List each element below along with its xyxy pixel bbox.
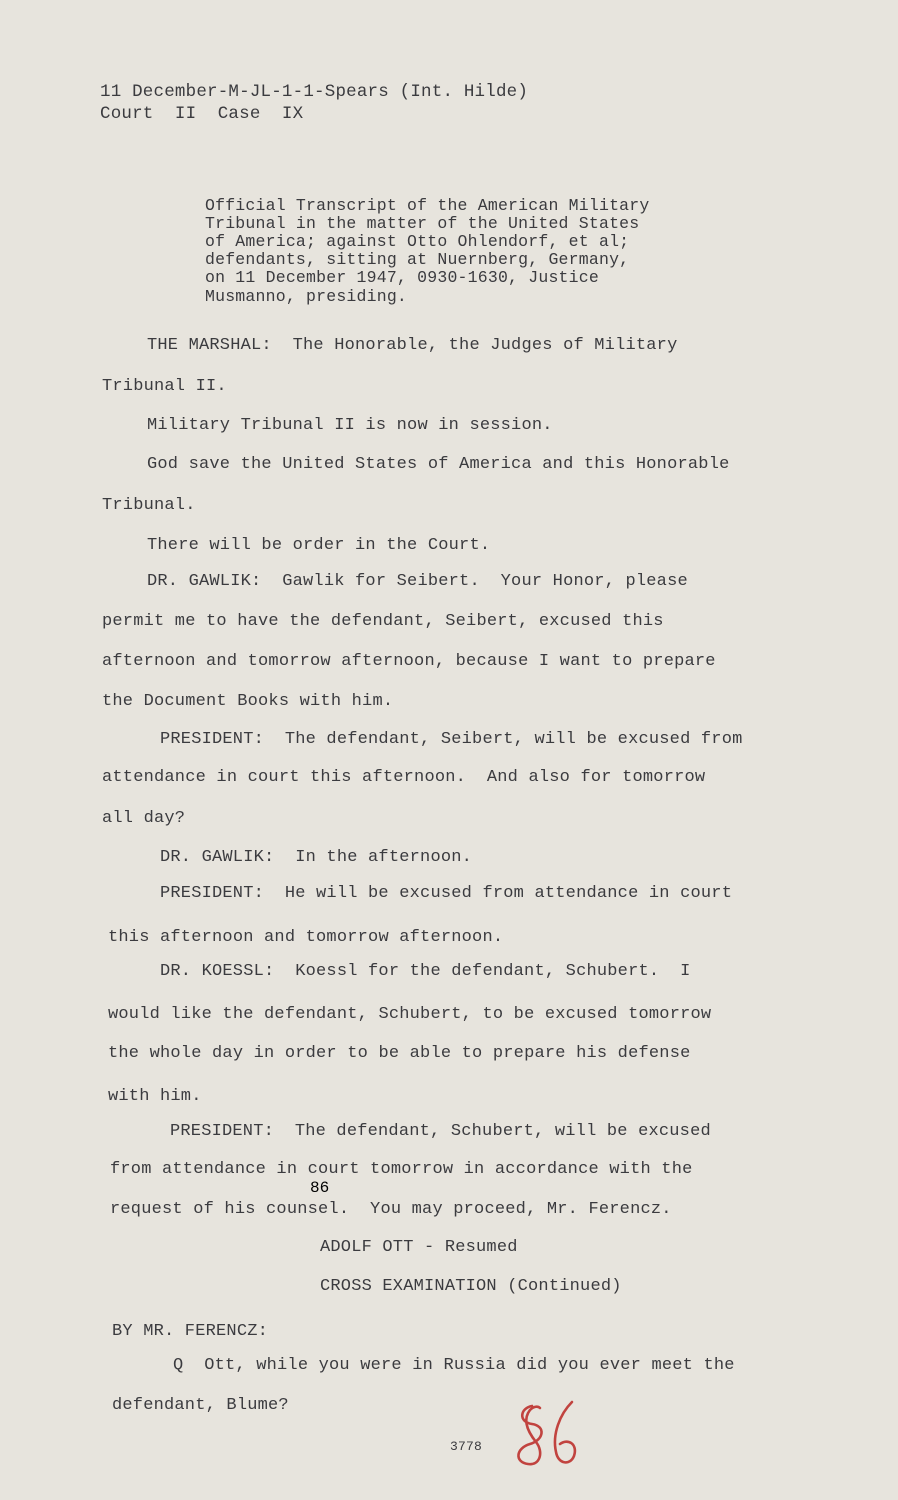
examination-heading: CROSS EXAMINATION (Continued) bbox=[320, 1277, 622, 1296]
body-line-4: God save the United States of America and this Honorable bbox=[147, 455, 730, 474]
body-line-14: DR. GAWLIK: In the afternoon. bbox=[160, 848, 473, 867]
body-line-13: all day? bbox=[102, 809, 186, 828]
caption-line-2: Tribunal in the matter of the United States bbox=[205, 214, 640, 233]
caption-line-6: Musmanno, presiding. bbox=[205, 287, 408, 306]
body-line-21: PRESIDENT: The defendant, Schubert, will be excused bbox=[170, 1122, 711, 1141]
handwritten-number-label: 86 bbox=[310, 1179, 330, 1197]
body-line-9: afternoon and tomorrow afternoon, because I want to prepare bbox=[102, 652, 716, 671]
body-line-18: would like the defendant, Schubert, to be excused tomorrow bbox=[108, 1005, 712, 1024]
caption-line-1: Official Transcript of the American Military bbox=[205, 196, 650, 215]
body-line-19: the whole day in order to be able to prepare his defense bbox=[108, 1044, 691, 1063]
question-line-1: Q Ott, while you were in Russia did you ever meet the bbox=[173, 1356, 735, 1375]
examiner-line: BY MR. FERENCZ: bbox=[112, 1322, 269, 1341]
body-line-20: with him. bbox=[108, 1087, 202, 1106]
header-line-2: Court II Case IX bbox=[100, 104, 304, 124]
body-line-23: request of his counsel. You may proceed, Mr. Ferencz. bbox=[110, 1200, 672, 1219]
body-line-8: permit me to have the defendant, Seibert, excused this bbox=[102, 612, 664, 631]
body-line-17: DR. KOESSL: Koessl for the defendant, Schubert. I bbox=[160, 962, 691, 981]
question-line-2: defendant, Blume? bbox=[112, 1396, 289, 1415]
body-line-2: Tribunal II. bbox=[102, 377, 227, 396]
body-line-22: from attendance in court tomorrow in accordance with the bbox=[110, 1160, 693, 1179]
caption-line-3: of America; against Otto Ohlendorf, et al; bbox=[205, 232, 630, 251]
body-line-1: THE MARSHAL: The Honorable, the Judges of Military bbox=[147, 336, 678, 355]
witness-heading: ADOLF OTT - Resumed bbox=[320, 1238, 518, 1257]
body-line-5: Tribunal. bbox=[102, 496, 196, 515]
caption-line-5: on 11 December 1947, 0930-1630, Justice bbox=[205, 268, 599, 287]
caption-line-4: defendants, sitting at Nuernberg, Germany, bbox=[205, 250, 630, 269]
page-number: 3778 bbox=[450, 1439, 483, 1454]
body-line-10: the Document Books with him. bbox=[102, 692, 394, 711]
body-line-7: DR. GAWLIK: Gawlik for Seibert. Your Honor, please bbox=[147, 572, 688, 591]
body-line-12: attendance in court this afternoon. And also for tomorrow bbox=[102, 768, 706, 787]
body-line-3: Military Tribunal II is now in session. bbox=[147, 416, 553, 435]
body-line-6: There will be order in the Court. bbox=[147, 536, 491, 555]
body-line-16: this afternoon and tomorrow afternoon. bbox=[108, 928, 504, 947]
header-line-1: 11 December-M-JL-1-1-Spears (Int. Hilde) bbox=[100, 82, 529, 102]
body-line-15: PRESIDENT: He will be excused from attendance in court bbox=[160, 884, 733, 903]
body-line-11: PRESIDENT: The defendant, Seibert, will be excused from bbox=[160, 730, 743, 749]
